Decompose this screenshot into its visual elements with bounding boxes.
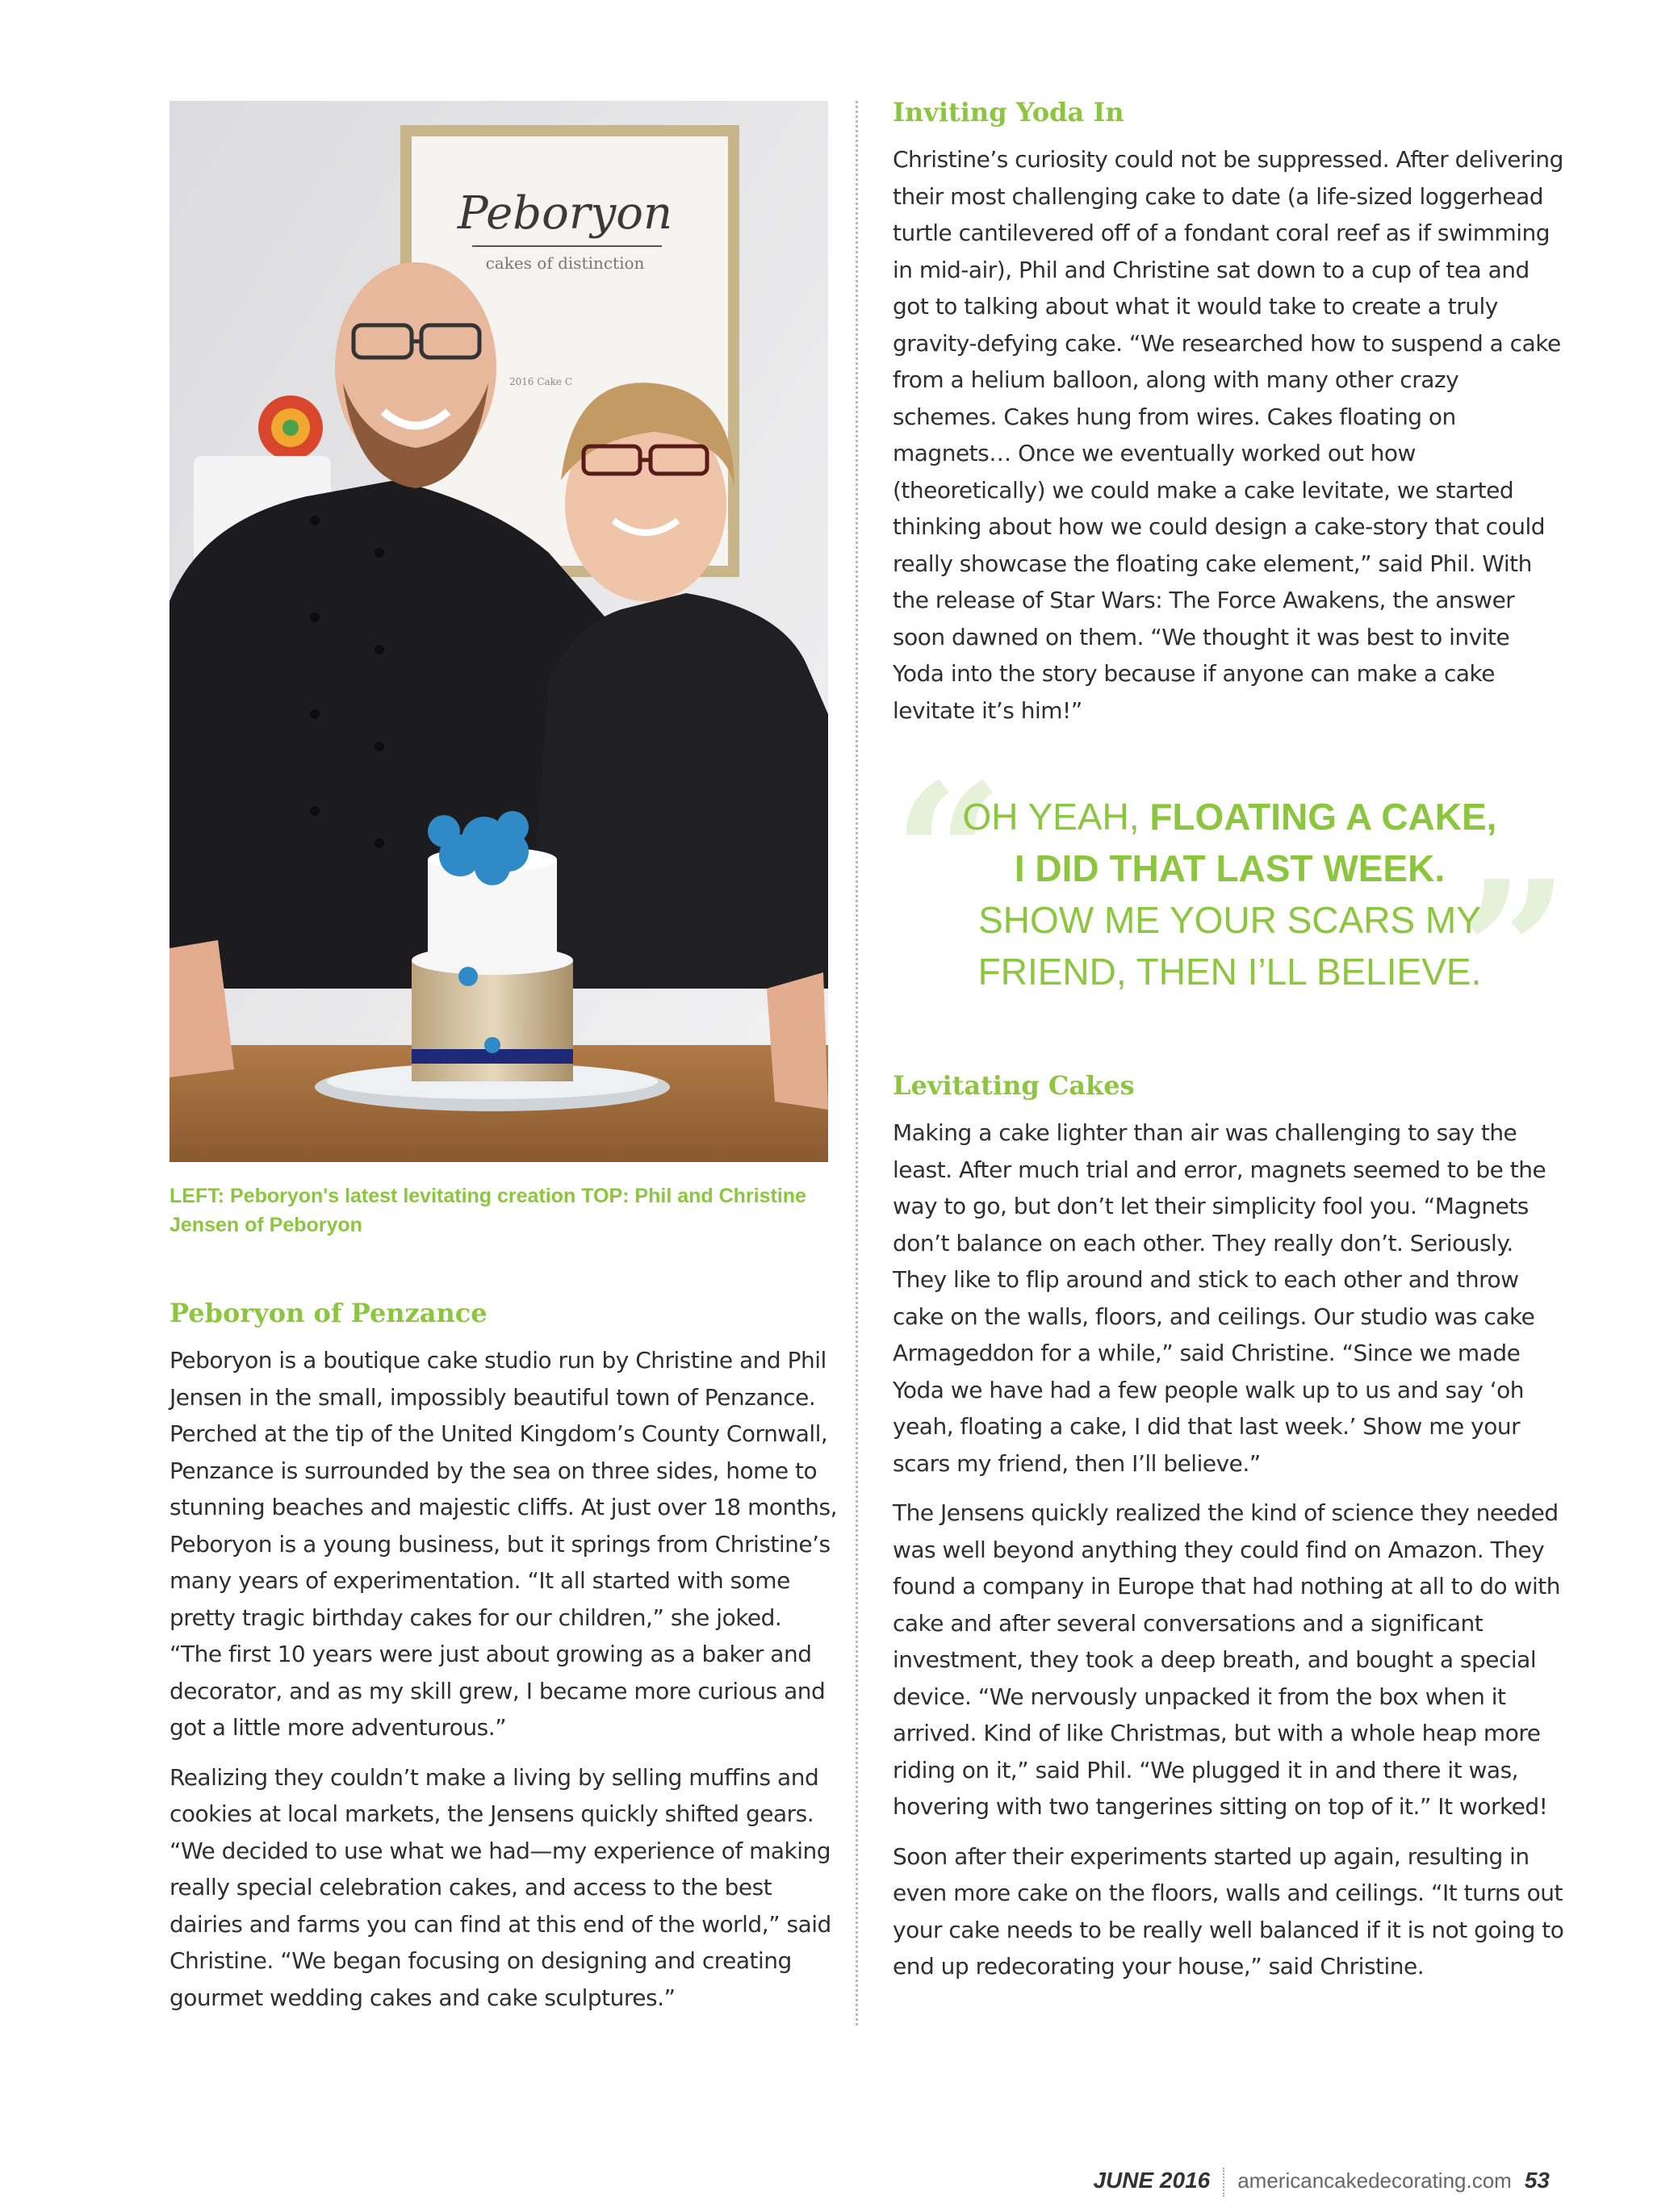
quote-part: OH YEAH, (962, 796, 1150, 838)
issue-date: JUNE 2016 (1093, 2168, 1211, 2193)
certificate-text: 2016 Cake C (508, 376, 573, 387)
paragraph: Christine’s curiosity could not be suppressed. After delivering their most challenging cake to date (a life-sized loggerhead turtle cantilevered off of a fondant coral reef as if swimming in mid-air), Phil and Christine sat down to a cup of tea and got to talking about what it would take to create a truly gravity-defying cake. “We researched how to suspend a cake from a helium balloon, along with many other crazy schemes. Cakes hung from wires. Cakes floating on magnets… Once we eventually worked out how (theoretically) we could make a cake levitate, we started thinking about how we could design a cake-story that could really showcase the floating cake element,” said Phil. With the release of Star Wars: The Force Awakens, the answer soon dawned on them. “We thought it was best to invite Yoda into the story because if anyone can make a cake levitate it’s him!” (893, 146, 1563, 724)
heading-inviting-yoda-in: Inviting Yoda In (893, 97, 1124, 128)
paragraph: Making a cake lighter than air was challenging to say the least. After much trial and error, magnets seemed to be the way to go, but don’t let their simplicity fool you. “Magnets don’t balance on each other. They really don’t. Seriously. They like to flip around and stick to each other and throw cake on the walls, floors, and ceilings. Our studio was cake Armageddon for a while,” said Christine. “Since we made Yoda we have had a few people walk up to us and say ‘oh yeah, floating a cake, I did that last week.’ Show me your scars my friend, then I’ll believe.” (893, 1119, 1546, 1477)
right-column-bottom (893, 1068, 1567, 1998)
close-quote-icon: ” (1458, 838, 1570, 1066)
feature-photo (169, 101, 828, 1162)
heading-peboryon-of-penzance: Peboryon of Penzance (169, 1298, 488, 1328)
quote-part: FLOATING A CAKE, (1149, 796, 1497, 838)
photo-illustration (169, 101, 828, 1162)
column-divider (856, 101, 858, 2026)
sign-brand: Peboryon (457, 187, 673, 240)
paragraph: Soon after their experiments started up again, resulting in even more cake on the floors, walls and ceilings. “It turns out your cake needs to be really well balanced if it is not going to end up redecorating your house,” said Christine. (893, 1842, 1564, 1980)
open-quote-icon: “ (893, 742, 1005, 969)
quote-part: FRIEND, THEN I’LL BELIEVE. (977, 951, 1482, 993)
pull-quote-text (893, 767, 1567, 997)
website-link[interactable]: americancakedecorating.com (1237, 2168, 1512, 2193)
paragraph: Peboryon is a boutique cake studio run by Christine and Phil Jensen in the small, impossibly beautiful town of Penzance. Perched at the tip of the United Kingdom’s County Cornwall, Penzance is surrounded by the sea on three sides, home to stunning beaches and majestic cliffs. At just over 18 months, Peboryon is a young business, but it springs from Christine’s many years of experimentation. “It all started with some pretty tragic birthday cakes for our children,” she joked. “The first 10 years were just about growing as a baker and decorator, and as my skill grew, I became more curious and got a little more adventurous.” (169, 1347, 837, 1741)
photo-caption: LEFT: Peboryon's latest levitating creation TOP: Phil and Christine Jensen of Peboryon (169, 1185, 806, 1236)
heading-levitating-cakes: Levitating Cakes (893, 1070, 1135, 1101)
right-column-top (893, 94, 1567, 742)
sign-tagline: cakes of distinction (485, 253, 645, 273)
quote-part: SHOW ME YOUR SCARS MY (978, 899, 1481, 941)
paragraph: Realizing they couldn’t make a living by selling muffins and cookies at local markets, the Jensens quickly shifted gears. “We decided to use what we had—my experience of making really special celebration cakes, and access to the best dairies and farms you can find at this end of the world,” said Christine. “We began focusing on designing and creating gourmet wedding cakes and cake sculptures.” (169, 1763, 831, 2011)
quote-part: I DID THAT LAST WEEK. (1014, 847, 1446, 889)
pull-quote (893, 742, 1570, 1066)
footer-separator (1223, 2168, 1224, 2197)
page-number: 53 (1524, 2168, 1550, 2193)
left-column (169, 1295, 839, 2029)
paragraph: The Jensens quickly realized the kind of science they needed was well beyond anything they could find on Amazon. They found a company in Europe that had nothing at all to do with cake and after several conversations and a significant investment, they took a deep breath, and bought a special device. “We nervously unpacked it from the box when it arrived. Kind of like Christmas, but with a whole heap more riding on it,” said Phil. “We plugged it in and there it was, hovering with two tangerines sitting on top of it.” It worked! (893, 1499, 1560, 1820)
page-footer (1093, 2168, 1550, 2197)
